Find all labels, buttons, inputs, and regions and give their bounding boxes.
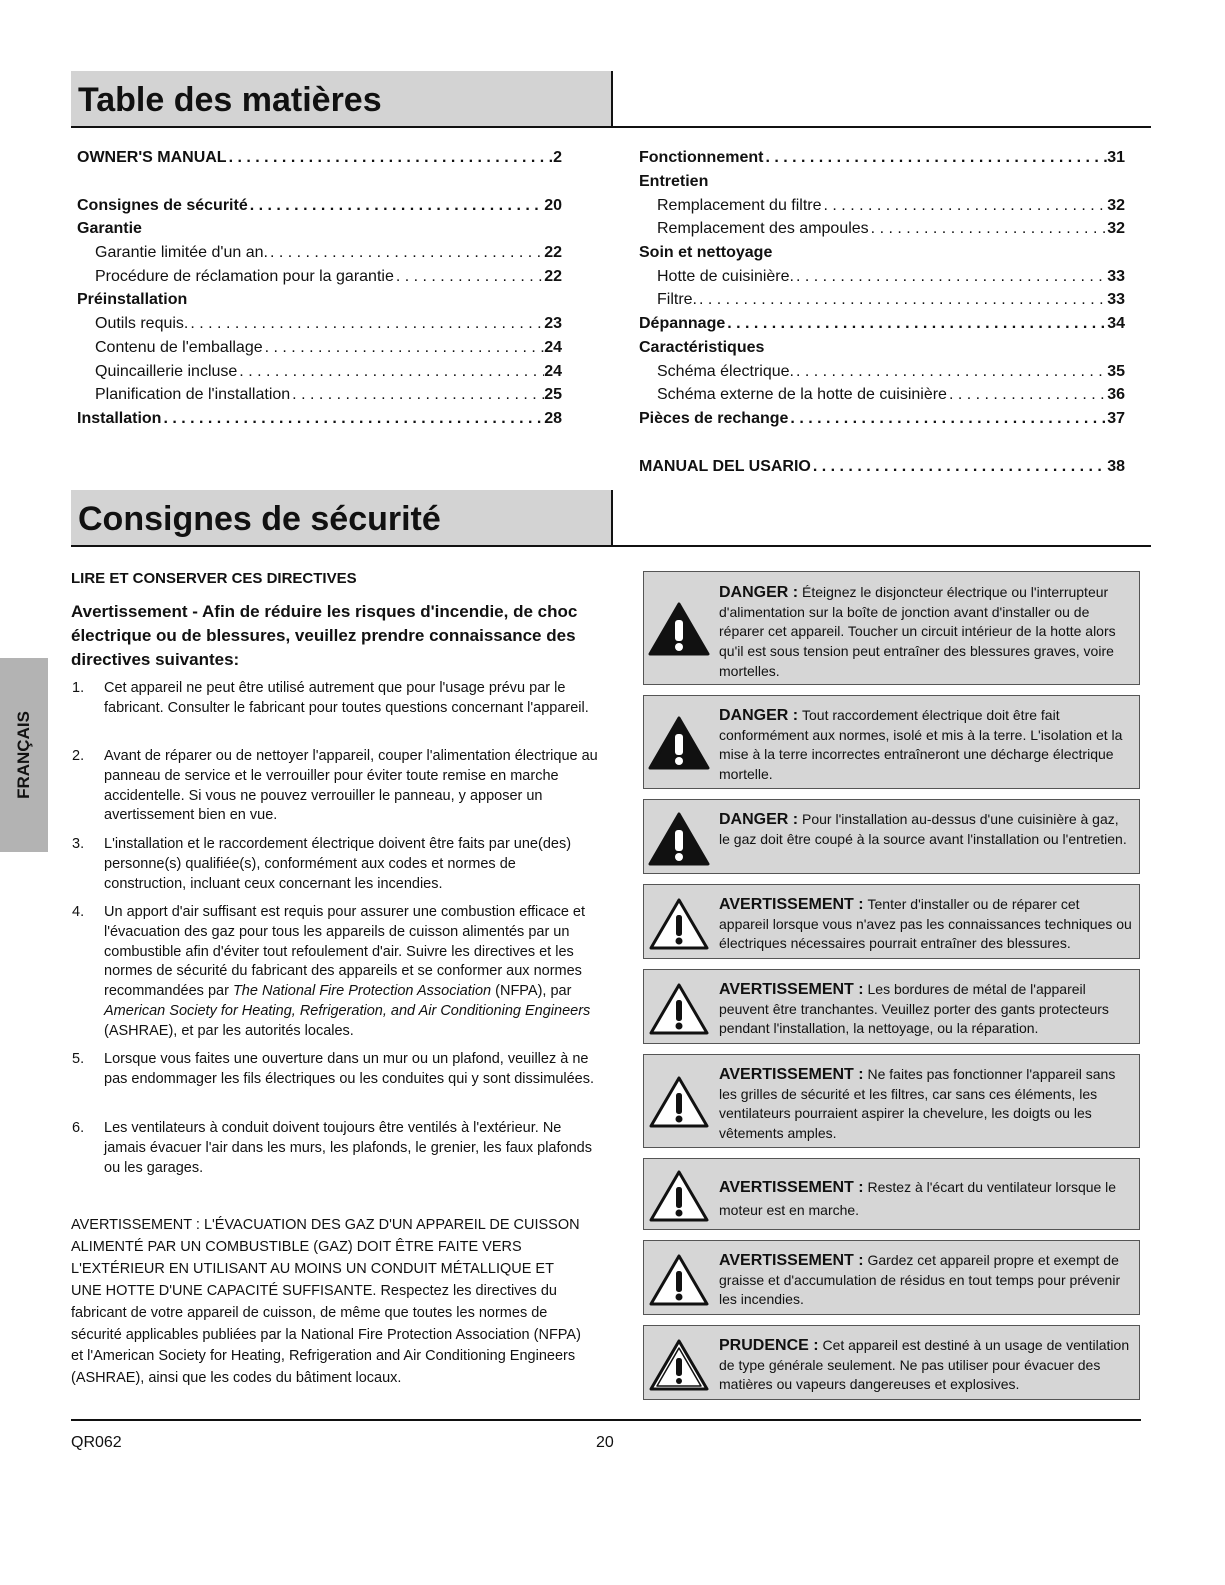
warning-icon: [648, 1253, 710, 1307]
toc-heading: Préinstallation: [77, 291, 188, 308]
safety-title: Consignes de sécurité: [78, 500, 441, 538]
read-keep-heading: LIRE ET CONSERVER CES DIRECTIVES: [71, 570, 357, 587]
warning-box: AVERTISSEMENT : Restez à l'écart du ventilateur lorsque le moteur est en marche.: [643, 1158, 1140, 1230]
toc-entry[interactable]: Quincaillerie incluse . . . 24: [95, 363, 562, 385]
danger-box: DANGER : Éteignez le disjoncteur électrique ou l'interrupteur d'alimentation sur la boîte de jonction avant d'installer ou de réparer cet appareil. Toucher un circuit intérieur de la hotte alors qu'il est sous tension peut entraîner des blessures graves, voire mortelles.: [643, 571, 1140, 685]
warning-box: AVERTISSEMENT : Ne faites pas fonctionner l'appareil sans les grilles de sécurité et les filtres, car sans ces éléments, les ventilateurs pourraient aspirer la chevelure, les doigts ou les vêtements amples.: [643, 1054, 1140, 1148]
language-side-tab-label: FRANÇAIS: [14, 711, 33, 799]
danger-icon: [648, 812, 710, 866]
toc-header-rule: [71, 126, 1151, 128]
caution-box: PRUDENCE : Cet appareil est destiné à un usage de ventilation de type générale seulement. Ne pas utiliser pour évacuer des matières ou vapeurs dangereuses et explosives.: [643, 1325, 1140, 1400]
warning-icon: [648, 1075, 710, 1129]
danger-box: DANGER : Pour l'installation au-dessus d'une cuisinière à gaz, le gaz doit être coupé à la source avant l'installation ou l'entretien.: [643, 799, 1140, 874]
warning-box: AVERTISSEMENT : Les bordures de métal de l'appareil peuvent être tranchantes. Veuillez porter des gants protecteurs pendant l'installation, la nettoyage, ou la réparation.: [643, 969, 1140, 1044]
danger-icon: [648, 602, 710, 656]
toc-entry[interactable]: MANUAL DEL USARIO . . . 38: [639, 458, 1125, 480]
toc-entry[interactable]: OWNER'S MANUAL . . . 2: [77, 149, 562, 171]
toc-entry[interactable]: Dépannage . . . 34: [639, 315, 1125, 337]
danger-icon: [648, 716, 710, 770]
list-item: 5. Lorsque vous faites une ouverture dans un mur ou un plafond, veuillez à ne pas endommager les fils électriques ou les conduites qui y sont dissimulées.: [72, 1051, 595, 1087]
toc-heading: Caractéristiques: [639, 339, 765, 356]
list-item: 4. Un apport d'air suffisant est requis pour assurer une combustion efficace et l'évacuation des gaz pour tous les appareils de cuisson alimentés par un combustible afin d'éviter tout refoulement d'air. Suivre les directives et les normes de sécurité du fabricant des appareils et se conformer aux normes recommandées par The National Fire Protection Association (NFPA), par American Society for Heating, Refrigeration, and Air Conditioning Engineers (ASHRAE), et par les autorités locales.: [72, 904, 591, 1039]
toc-entry[interactable]: Schéma électrique. . . . 35: [657, 363, 1125, 385]
language-side-tab: [0, 658, 48, 852]
toc-entry[interactable]: Filtre. . . . 33: [657, 291, 1125, 313]
toc-entry[interactable]: Hotte de cuisinière. . . . 33: [657, 268, 1125, 290]
warning-icon: [648, 897, 710, 951]
danger-box: DANGER : Tout raccordement électrique doit être fait conformément aux normes, isolé et mis à la terre. L'isolation et la mise à la terre incorrectes entraîneront une décharge électrique mortelle.: [643, 695, 1140, 789]
toc-entry[interactable]: Garantie limitée d'un an. . . . 22: [95, 244, 562, 266]
list-item: 6. Les ventilateurs à conduit doivent toujours être ventilés à l'extérieur. Ne jamais évacuer l'air dans les murs, les plafonds, le grenier, les faux plafonds ou les garages.: [72, 1120, 592, 1176]
footer-rule: [71, 1419, 1141, 1421]
caution-icon: [648, 1338, 710, 1392]
safety-header-rule: [71, 545, 1151, 547]
toc-entry[interactable]: Remplacement du filtre . . . 32: [657, 197, 1125, 219]
warning-intro: Avertissement - Afin de réduire les risques d'incendie, de choc électrique ou de blessures, veuillez prendre connaissance des directives suivantes:: [71, 602, 578, 669]
toc-entry[interactable]: Procédure de réclamation pour la garantie . . . 22: [95, 268, 562, 290]
toc-heading: Garantie: [77, 220, 142, 237]
warning-icon: [648, 1169, 710, 1223]
toc-entry[interactable]: Installation . . . 28: [77, 410, 562, 432]
toc-entry[interactable]: Outils requis. . . . 23: [95, 315, 562, 337]
list-item: 3. L'installation et le raccordement électrique doivent être faits par une(des) personne(s) qualifiée(s), conformément aux codes et normes de construction, incluant ceux concernant les incendies.: [72, 836, 572, 892]
toc-entry[interactable]: Planification de l'installation . . . 25: [95, 386, 562, 408]
safety-header: [71, 490, 1151, 547]
toc-entry[interactable]: Schéma externe de la hotte de cuisinière . . . 36: [657, 386, 1125, 408]
warning-box: AVERTISSEMENT : Gardez cet appareil propre et exempt de graisse et d'accumulation de résidus en tout temps pour prévenir les incendies.: [643, 1240, 1140, 1315]
toc-entry[interactable]: Remplacement des ampoules . . . 32: [657, 220, 1125, 242]
list-item: 2. Avant de réparer ou de nettoyer l'appareil, couper l'alimentation électrique au panneau de service et le verrouiller pour éviter toute remise en marche accidentelle. Si vous ne pouvez verrouiller le panneau, y apposer un avertissement bien en vue.: [72, 748, 598, 824]
toc-entry[interactable]: Contenu de l'emballage . . . 24: [95, 339, 562, 361]
toc-heading: Entretien: [639, 173, 709, 190]
warning-icon: [648, 982, 710, 1036]
gas-warning-paragraph: AVERTISSEMENT : L'ÉVACUATION DES GAZ D'UN APPAREIL DE CUISSON ALIMENTÉ PAR UN COMBUSTIBLE (GAZ) DOIT ÊTRE FAITE VERS L'EXTÉRIEUR EN UTILISANT AU MOINS UN CONDUIT MÉTALLIQUE ET UNE HOTTE D'UNE CAPACITÉ SUFFISANTE. Respectez les directives du fabricant de votre appareil de cuisson, de même que toutes les normes de sécurité applicables publiées par la National Fire Protection Association (NFPA) et l'American Society for Heating, Refrigeration and Air Conditioning Engineers (ASHRAE), ainsi que les codes du bâtiment locaux.: [71, 1217, 581, 1387]
toc-header: [71, 71, 1151, 128]
toc-entry[interactable]: Consignes de sécurité . . . 20: [77, 197, 562, 219]
toc-entry[interactable]: Fonctionnement . . . 31: [639, 149, 1125, 171]
toc-entry[interactable]: Pièces de rechange . . . 37: [639, 410, 1125, 432]
toc-heading: Soin et nettoyage: [639, 244, 773, 261]
warning-box: AVERTISSEMENT : Tenter d'installer ou de réparer cet appareil lorsque vous n'avez pas les connaissances techniques ou électriques nécessaires pourrait entraîner des blessures.: [643, 884, 1140, 959]
page-number: 20: [596, 1434, 614, 1451]
toc-title: Table des matières: [78, 81, 382, 119]
list-item: 1. Cet appareil ne peut être utilisé autrement que pour l'usage prévu par le fabricant. Consulter le fabricant pour toutes questions concernant l'appareil.: [72, 680, 589, 716]
document-code: QR062: [71, 1434, 122, 1451]
